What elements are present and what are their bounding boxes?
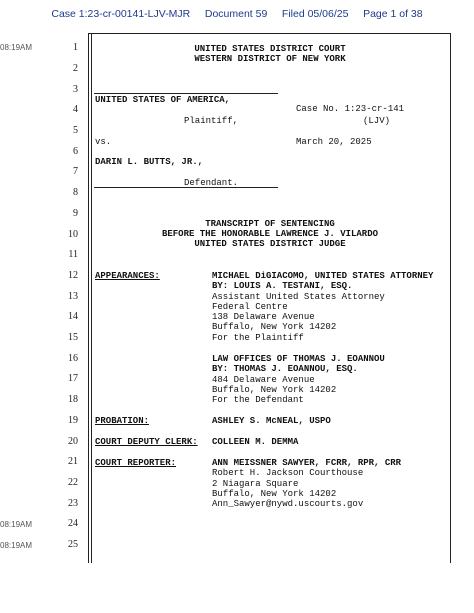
gov-counsel-line: Assistant United States Attorney [212, 292, 385, 302]
line-number: 19 [68, 415, 78, 426]
versus: vs. [95, 137, 112, 147]
document-header [0, 8, 474, 20]
line-number: 21 [68, 456, 78, 467]
gov-counsel-line: BY: LOUIS A. TESTANI, ESQ. [212, 281, 353, 291]
probation-label: PROBATION: [95, 416, 150, 426]
reporter-email: Ann_Sawyer@nywd.uscourts.gov [212, 499, 364, 509]
gov-counsel-line: Federal Centre [212, 302, 288, 312]
line-number: 20 [68, 436, 78, 447]
line-number: 9 [73, 208, 78, 219]
def-counsel-line: LAW OFFICES OF THOMAS J. EOANNOU [212, 354, 385, 364]
line-number: 11 [68, 249, 78, 260]
court-name: UNITED STATES DISTRICT COURT [194, 44, 346, 54]
line-number: 23 [68, 498, 78, 509]
line-number: 1 [73, 42, 78, 53]
gov-counsel-line: For the Plaintiff [212, 333, 304, 343]
document-number: Document 59 [204, 8, 268, 20]
line-number: 18 [68, 394, 78, 405]
line-number: 17 [68, 373, 78, 384]
line-number: 24 [68, 518, 78, 529]
plaintiff-role: Plaintiff, [184, 116, 239, 126]
deputy-clerk-label: COURT DEPUTY CLERK: [95, 437, 198, 447]
transcript-title: TRANSCRIPT OF SENTENCING [205, 219, 335, 229]
line-number: 12 [68, 270, 78, 281]
line-number: 25 [68, 539, 78, 550]
reporter-line: ANN MEISSNER SAWYER, FCRR, RPR, CRR [212, 458, 402, 468]
before-judge: BEFORE THE HONORABLE LAWRENCE J. VILARDO [161, 229, 379, 239]
gov-counsel-line: 138 Delaware Avenue [212, 312, 315, 322]
appearances-label: APPEARANCES: [95, 271, 160, 281]
judge-title: UNITED STATES DISTRICT JUDGE [194, 239, 346, 249]
timestamp: 08:19AM [0, 541, 33, 550]
line-number: 5 [73, 125, 78, 136]
reporter-line: 2 Niagara Square [212, 479, 299, 489]
line-number: 2 [73, 63, 78, 74]
case-number: Case 1:23-cr-00141-LJV-MJR [51, 8, 191, 20]
court-district: WESTERN DISTRICT OF NEW YORK [194, 54, 346, 64]
line-number: 22 [68, 477, 78, 488]
defendant-role: Defendant. [184, 178, 239, 188]
caption-rule-top [94, 93, 278, 94]
line-number: 14 [68, 311, 78, 322]
plaintiff-name: UNITED STATES OF AMERICA, [95, 95, 231, 105]
line-number: 13 [68, 291, 78, 302]
page-indicator: Page 1 of 38 [363, 8, 423, 20]
gov-counsel-line: Buffalo, New York 14202 [212, 322, 337, 332]
line-number: 16 [68, 353, 78, 364]
hearing-date: March 20, 2025 [296, 137, 372, 147]
gov-counsel-line: MICHAEL DiGIACOMO, UNITED STATES ATTORNEY [212, 271, 434, 281]
line-number: 10 [68, 229, 78, 240]
line-number: 6 [73, 146, 78, 157]
def-counsel-line: Buffalo, New York 14202 [212, 385, 337, 395]
judge-code: (LJV) [363, 116, 391, 126]
court-reporter-label: COURT REPORTER: [95, 458, 177, 468]
reporter-line: Robert H. Jackson Courthouse [212, 468, 364, 478]
reporter-line: Buffalo, New York 14202 [212, 489, 337, 499]
case-number-caption: Case No. 1:23-cr-141 [296, 104, 405, 114]
def-counsel-line: BY: THOMAS J. EOANNOU, ESQ. [212, 364, 358, 374]
deputy-clerk-name: COLLEEN M. DEMMA [212, 437, 299, 447]
line-number: 8 [73, 187, 78, 198]
def-counsel-line: 484 Delaware Avenue [212, 375, 315, 385]
def-counsel-line: For the Defendant [212, 395, 304, 405]
caption-rule-bottom [94, 187, 278, 188]
line-number: 7 [73, 166, 78, 177]
probation-officer: ASHLEY S. McNEAL, USPO [212, 416, 331, 426]
timestamp: 08:19AM [0, 43, 33, 52]
line-number: 3 [73, 84, 78, 95]
timestamp: 08:19AM [0, 520, 33, 529]
defendant-name: DARIN L. BUTTS, JR., [95, 157, 204, 167]
line-number: 4 [73, 104, 78, 115]
line-number: 15 [68, 332, 78, 343]
filed-date: Filed 05/06/25 [281, 8, 349, 20]
